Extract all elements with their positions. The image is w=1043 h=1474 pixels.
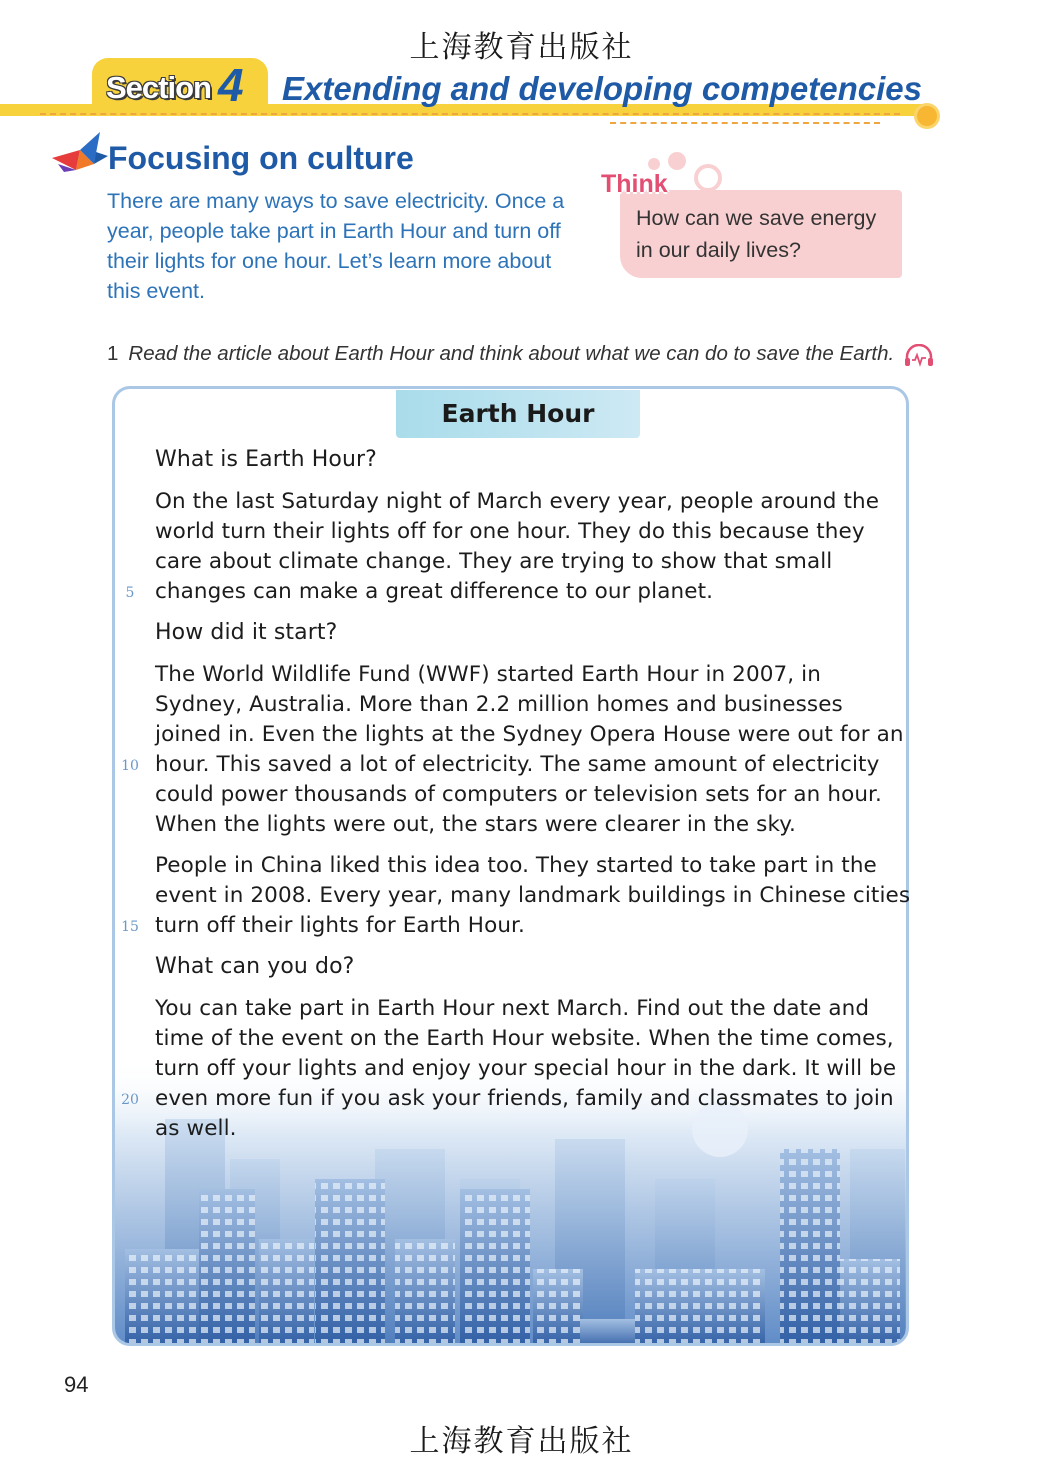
- think-label: Think: [601, 170, 668, 198]
- article-paragraph-1: [155, 487, 895, 607]
- article-line: turn off your lights and enjoy your special hour in the dark. It will be: [155, 1056, 897, 1081]
- article-line: hour. This saved a lot of electricity. The same amount of electricity: [155, 752, 880, 777]
- article-line: turn off their lights for Earth Hour.: [155, 913, 525, 938]
- line-number: 15: [121, 919, 139, 935]
- line-number: 5: [125, 585, 135, 601]
- article-section-3: [155, 952, 895, 982]
- paper-crane-icon: [50, 130, 110, 176]
- band-dashed-line: [40, 113, 900, 115]
- audio-icon[interactable]: [904, 344, 934, 368]
- article-heading: What can you do?: [155, 954, 355, 979]
- article-line: joined in. Even the lights at the Sydney Opera House were out for an: [155, 722, 904, 747]
- section-number: 4: [218, 59, 244, 111]
- culture-heading: Focusing on culture: [108, 140, 414, 176]
- article-line: The World Wildlife Fund (WWF) started Earth Hour in 2007, in: [155, 662, 821, 687]
- line-number: 20: [121, 1092, 139, 1108]
- article-heading: What is Earth Hour?: [155, 447, 377, 472]
- article-line: could power thousands of computers or television sets for an hour.: [155, 782, 882, 807]
- article-section-2: [155, 618, 895, 648]
- article-paragraph-3: [155, 851, 911, 941]
- article-line: care about climate change. They are trying to show that small: [155, 549, 833, 574]
- article-title: Earth Hour: [396, 390, 640, 438]
- band-dashed-line-2: [610, 122, 880, 124]
- line-number: 10: [121, 758, 139, 774]
- article-line: People in China liked this idea too. They started to take part in the: [155, 853, 877, 878]
- think-question: How can we save energy in our daily lives?: [636, 206, 877, 262]
- article-line: time of the event on the Earth Hour website. When the time comes,: [155, 1026, 894, 1051]
- think-bubble: [668, 152, 686, 170]
- page-number: 94: [64, 1372, 89, 1397]
- article-paragraph-4: [155, 994, 895, 1144]
- publisher-footer: 上海教育出版社: [409, 1424, 634, 1459]
- article-line: You can take part in Earth Hour next March. Find out the date and: [155, 996, 870, 1021]
- publisher-header: 上海教育出版社: [409, 30, 634, 65]
- article-heading: How did it start?: [155, 620, 338, 645]
- culture-intro: There are many ways to save electricity. Once a year, people take part in Earth Hour and turn off their lights for one hour. Let’s learn more about this event.: [107, 189, 565, 303]
- instruction: [107, 342, 894, 366]
- article-line: On the last Saturday night of March every year, people around the: [155, 489, 880, 514]
- article-line: world turn their lights off for one hour. They do this because they: [155, 519, 865, 544]
- article-line: even more fun if you ask your friends, family and classmates to join: [155, 1086, 894, 1111]
- think-bubble: [648, 158, 660, 170]
- article-line: event in 2008. Every year, many landmark buildings in Chinese cities: [155, 883, 911, 908]
- article-line: changes can make a great difference to our planet.: [155, 579, 714, 604]
- article-line: Sydney, Australia. More than 2.2 million homes and businesses: [155, 692, 843, 717]
- article-line: as well.: [155, 1116, 237, 1141]
- instruction-number: 1: [107, 342, 119, 365]
- section-label: Section: [106, 70, 211, 105]
- article-section-1: [155, 445, 895, 475]
- article-line: When the lights were out, the stars were clearer in the sky.: [155, 812, 796, 837]
- think-bubble: [694, 164, 722, 192]
- instruction-text: Read the article about Earth Hour and think about what we can do to save the Earth.: [128, 342, 895, 365]
- section-title: Extending and developing competencies: [282, 70, 922, 107]
- article-paragraph-2: [155, 660, 904, 840]
